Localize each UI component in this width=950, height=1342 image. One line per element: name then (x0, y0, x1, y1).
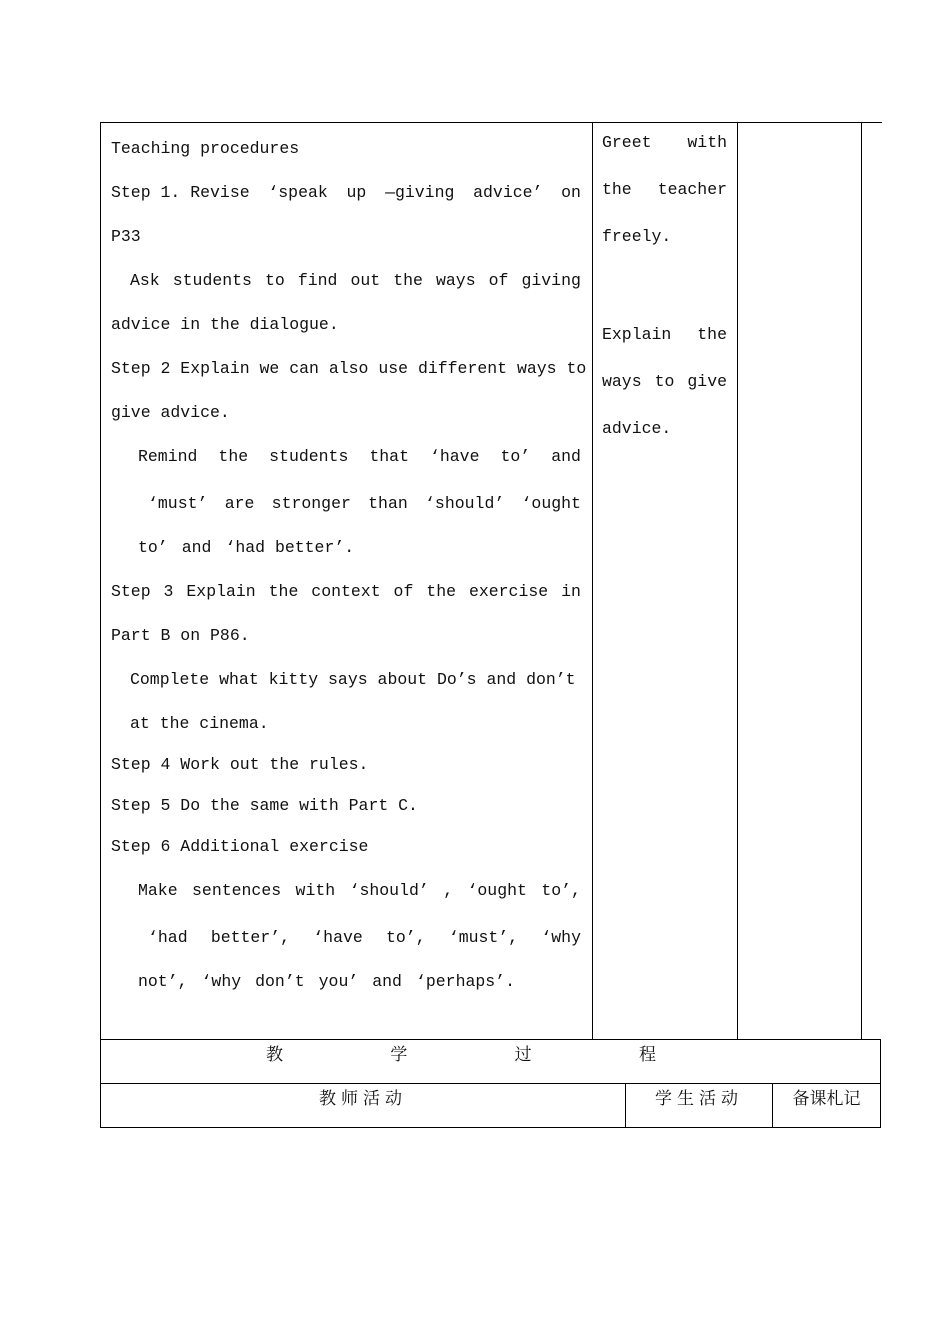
step2-remind-line-3 (111, 527, 581, 568)
word: freely. (602, 227, 672, 246)
step3-continuation: Part B on P86. (111, 626, 250, 645)
teacher-activity-header: 教师活动 (101, 1084, 626, 1127)
word: ‘must’, (448, 928, 519, 947)
student-activity-line (602, 414, 727, 461)
word: 3 (163, 582, 174, 601)
word: ‘had better’. (225, 538, 355, 557)
section-title-row (100, 1039, 881, 1084)
word: out (350, 271, 381, 290)
word: ‘why (541, 928, 581, 947)
word: —giving (385, 183, 455, 202)
word: Explain (602, 325, 672, 344)
section-title (266, 1040, 656, 1083)
word: the (602, 180, 632, 199)
word: in (561, 582, 581, 601)
teacher-activity-column (101, 122, 591, 1002)
word: of (393, 582, 414, 601)
word: to’ (138, 538, 168, 557)
word: ‘have (313, 928, 363, 947)
word: to’ (500, 447, 531, 466)
word: of (488, 271, 509, 290)
lesson-notes-header: 备课札记 (792, 1089, 861, 1109)
word: exercise (468, 582, 549, 601)
word: students (269, 447, 349, 466)
word: with (295, 881, 336, 900)
student-activity-line (602, 320, 727, 367)
word: to (265, 271, 285, 290)
word: the (697, 325, 727, 344)
word: ‘should’ (425, 494, 505, 513)
title-char: 程 (638, 1045, 656, 1065)
step1-task (111, 257, 581, 304)
word: to’, (386, 928, 426, 947)
student-activity-column (593, 122, 736, 461)
word: ways (435, 271, 476, 290)
step3-task-line-1: Complete what kitty says about Do’s and don’t (130, 670, 576, 689)
step2-remind-line-2 (111, 480, 581, 527)
word: Ask (130, 271, 160, 290)
word: Step (111, 582, 151, 601)
step4-line: Step 4 Work out the rules. (111, 755, 369, 774)
word: ‘had (148, 928, 188, 947)
step5-line: Step 5 Do the same with Part C. (111, 796, 418, 815)
word: up (346, 183, 367, 202)
word: Explain (186, 582, 256, 601)
student-activity-header: 学生活动 (626, 1084, 773, 1127)
word: Step 1. Revise (111, 183, 250, 202)
word: the (393, 271, 423, 290)
word: sentences (192, 881, 282, 900)
word: students (172, 271, 252, 290)
title-char: 学 (390, 1045, 408, 1065)
table-border-extension (862, 122, 882, 123)
procedures-heading: Teaching procedures (111, 139, 300, 158)
step6-line: Step 6 Additional exercise (111, 837, 369, 856)
word: the (268, 582, 299, 601)
step1-continuation: P33 (111, 227, 141, 246)
word: ‘ought (521, 494, 581, 513)
word: that (369, 447, 409, 466)
word: context (311, 582, 381, 601)
word: ‘have (429, 447, 480, 466)
word: don’t (255, 972, 305, 991)
student-activity-spacer (602, 269, 727, 320)
word: ‘why (201, 972, 242, 991)
step6-task-line-2 (111, 914, 581, 961)
word: Greet (602, 133, 652, 152)
word: ‘perhaps’. (415, 972, 515, 991)
student-activity-greet (602, 128, 727, 269)
step6-task-line-3 (111, 961, 581, 1002)
step2-line: Step 2 Explain we can also use different ways to (111, 359, 587, 378)
word: to (654, 372, 675, 391)
student-activity-line (602, 128, 727, 175)
step2-remind-line-1 (111, 433, 581, 480)
word: stronger (271, 494, 351, 513)
word: ways (602, 372, 642, 391)
word: and (551, 447, 581, 466)
word: advice’ (473, 183, 543, 202)
student-activity-line (602, 367, 727, 414)
word: , (443, 881, 454, 900)
word: and (372, 972, 402, 991)
step6-task-line-1 (111, 867, 581, 914)
word: on (561, 183, 581, 202)
word: ‘speak (268, 183, 328, 202)
student-activity-explain (602, 320, 727, 461)
title-char: 过 (514, 1045, 532, 1065)
word: ‘ought (467, 881, 527, 900)
word: to’, (541, 881, 581, 900)
word: and (181, 538, 212, 557)
column-divider-student-notes (737, 122, 738, 1040)
word: better’, (210, 928, 291, 947)
word: find (297, 271, 338, 290)
student-activity-line (602, 175, 727, 222)
step1-line (111, 169, 581, 216)
step2-continuation: give advice. (111, 403, 230, 422)
word: Make (138, 881, 178, 900)
column-header-row (100, 1083, 881, 1128)
word: not’, (138, 972, 188, 991)
title-char: 教 (266, 1045, 283, 1065)
word: are (224, 494, 255, 513)
word: advice. (602, 419, 672, 438)
word: give (687, 372, 727, 391)
step3-task-line-2: at the cinema. (130, 714, 269, 733)
step1-task-continuation: advice in the dialogue. (111, 315, 339, 334)
word: ‘should’ (349, 881, 429, 900)
word: the (218, 447, 249, 466)
word: the (426, 582, 457, 601)
word: ‘must’ (148, 494, 208, 513)
word: Remind (138, 447, 198, 466)
student-activity-line (602, 222, 727, 269)
word: giving (521, 271, 581, 290)
word: than (368, 494, 408, 513)
word: teacher (657, 180, 727, 199)
word: with (687, 133, 727, 152)
step3-line (111, 568, 581, 615)
word: you’ (318, 972, 359, 991)
